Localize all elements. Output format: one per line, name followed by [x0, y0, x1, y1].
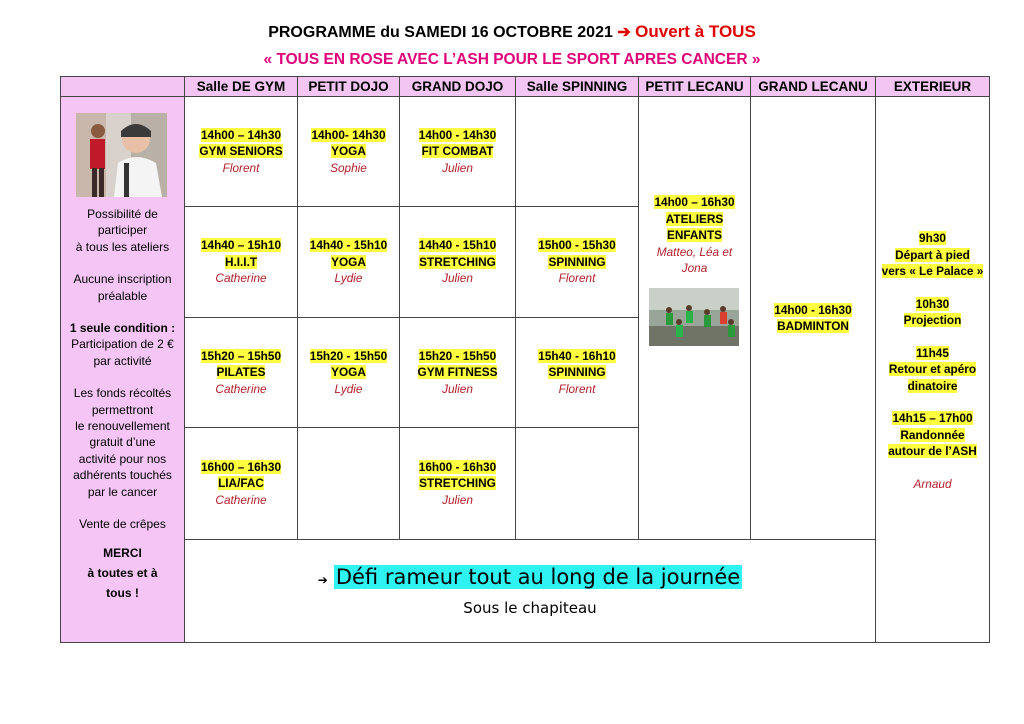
- sidebar-p1-line2: participer: [97, 223, 148, 238]
- slot-gym-3: [184, 317, 298, 428]
- slot-coach: Lydie: [334, 271, 363, 286]
- ext-time-3: 11h45: [916, 345, 949, 360]
- sidebar-merci-1: MERCI: [103, 545, 142, 560]
- slot-activity: BADMINTON: [777, 319, 849, 333]
- sidebar-text: [61, 206, 184, 603]
- slot-petit-dojo-empty: [297, 427, 400, 540]
- ext-activity-1: Départ à pied: [895, 247, 970, 262]
- slot-grand-lecanu: [750, 96, 876, 540]
- slot-time: 14h40 - 15h10: [418, 238, 497, 253]
- header-corner: [60, 76, 185, 97]
- sidebar-p3-line2: par activité: [93, 353, 152, 368]
- slot-activity: ATELIERS: [665, 211, 724, 226]
- slot-time: 16h00 - 16h30: [418, 459, 497, 474]
- slot-coach: Julien: [442, 381, 473, 396]
- ext-coach: Arnaud: [913, 476, 952, 491]
- sidebar-merci-3: tous !: [106, 585, 139, 600]
- slot-coach-2: Jona: [681, 261, 708, 275]
- slot-spinning-2: [515, 317, 639, 428]
- slot-grand-dojo-2: [399, 206, 516, 318]
- sidebar-p4-line2: permettront: [91, 402, 154, 417]
- page-subtitle: « TOUS EN ROSE AVEC L’ASH POUR LE SPORT APRES CANCER »: [263, 51, 761, 68]
- slot-spinning-empty-2: [515, 427, 639, 540]
- slot-coach: Catherine: [215, 381, 267, 396]
- slot-coach: Catherine: [215, 271, 267, 286]
- sidebar-crepes: Vente de crêpes: [79, 517, 166, 532]
- sidebar-p4-line5: activité pour nos: [78, 451, 167, 466]
- arrow-right-icon: ➔: [317, 572, 328, 587]
- slot-coach: Matteo, Léa et: [656, 244, 733, 259]
- slot-activity: GYM FITNESS: [417, 365, 498, 380]
- slot-time: 15h20 – 15h50: [200, 348, 281, 363]
- slot-gym-4: [184, 427, 298, 540]
- rowing-challenge-box: [184, 539, 876, 643]
- slot-time: 15h40 - 16h10: [538, 348, 616, 363]
- slot-time: 14h00 - 16h30: [774, 302, 852, 317]
- slot-coach: Julien: [442, 271, 473, 286]
- kids-sports-photo: [649, 288, 739, 346]
- slot-activity: YOGA: [331, 254, 366, 269]
- sidebar-p4-line6: adhérents touchés: [73, 468, 172, 483]
- slot-activity-2: ENFANTS: [666, 228, 723, 242]
- sidebar-p4-line7: par le cancer: [87, 484, 158, 499]
- ext-activity-2: Projection: [903, 313, 962, 327]
- slot-petit-dojo-3: [297, 317, 400, 428]
- slot-time: 14h00- 14h30: [311, 127, 386, 142]
- column-header-petit-lecanu: PETIT LECANU: [638, 76, 751, 97]
- column-header-gym: Salle DE GYM: [184, 76, 298, 97]
- column-header-spinning: Salle SPINNING: [515, 76, 639, 97]
- challenge-title: Défi rameur tout au long de la journée: [335, 565, 741, 589]
- sidebar-p2-line1: Aucune inscription: [73, 272, 172, 287]
- ext-activity-3: Retour et apéro: [888, 362, 977, 376]
- slot-grand-dojo-1: [399, 96, 516, 207]
- slot-time: 14h40 - 15h10: [309, 238, 388, 253]
- slot-spinning-empty-1: [515, 96, 639, 207]
- slot-coach: Catherine: [215, 492, 267, 507]
- sidebar-p4-line1: Les fonds récoltés: [73, 386, 172, 401]
- column-header-grand-dojo: GRAND DOJO: [399, 76, 516, 97]
- slot-activity: YOGA: [331, 144, 366, 159]
- sidebar-p4-line3: le renouvellement: [75, 419, 170, 434]
- slot-coach: Julien: [442, 492, 473, 507]
- slot-grand-dojo-3: [399, 317, 516, 428]
- slot-activity: STRETCHING: [419, 254, 496, 269]
- sidebar-condition: 1 seule condition :: [69, 321, 176, 336]
- slot-coach: Sophie: [330, 160, 367, 175]
- slot-spinning-1: [515, 206, 639, 318]
- slot-coach: Florent: [558, 271, 596, 286]
- slot-time: 14h00 - 14h30: [418, 127, 497, 142]
- ext-activity-4: Randonnée: [900, 427, 965, 442]
- arrow-right-icon: ➔: [617, 24, 631, 41]
- challenge-location: Sous le chapiteau: [463, 599, 597, 617]
- page-title: [0, 22, 1024, 42]
- sidebar-merci-2: à toutes et à: [87, 565, 158, 580]
- ext-time-2: 10h30: [915, 296, 950, 311]
- column-header-exterieur: EXTERIEUR: [875, 76, 990, 97]
- slot-activity: SPINNING: [548, 365, 606, 380]
- slot-activity: H.I.I.T: [224, 254, 258, 269]
- sidebar-p4-line4: gratuit d’une: [89, 435, 156, 450]
- slot-exterieur: [875, 96, 990, 643]
- slot-time: 14h00 – 16h30: [654, 195, 735, 209]
- title-main: PROGRAMME du SAMEDI 16 OCTOBRE 2021: [268, 24, 613, 41]
- ext-time-4: 14h15 – 17h00: [892, 411, 973, 425]
- slot-coach: Julien: [442, 160, 473, 175]
- slot-activity: STRETCHING: [419, 476, 496, 491]
- slot-activity: YOGA: [331, 365, 366, 380]
- gym-women-photo: [76, 113, 167, 197]
- slot-activity: GYM SENIORS: [199, 144, 283, 159]
- sidebar-p2-line2: préalable: [97, 288, 148, 303]
- slot-gym-2: [184, 206, 298, 318]
- slot-time: 15h20 - 15h50: [418, 348, 497, 363]
- sidebar-p1-line3: à tous les ateliers: [75, 239, 170, 254]
- ext-time-1: 9h30: [919, 231, 946, 245]
- slot-coach: Florent: [558, 381, 596, 396]
- column-header-petit-dojo: PETIT DOJO: [297, 76, 400, 97]
- sidebar-info: [60, 96, 185, 643]
- sidebar-p3-line1: Participation de 2 €: [71, 337, 174, 352]
- ext-activity-3b: dinatoire: [907, 378, 958, 393]
- slot-time: 15h00 - 15h30: [538, 238, 616, 253]
- column-header-grand-lecanu: GRAND LECANU: [750, 76, 876, 97]
- slot-coach: Lydie: [334, 381, 363, 396]
- slot-time: 16h00 – 16h30: [200, 459, 281, 474]
- ext-activity-4b: autour de l’ASH: [888, 444, 977, 458]
- slot-gym-1: [184, 96, 298, 207]
- slot-time: 15h20 - 15h50: [309, 348, 388, 363]
- slot-time: 14h40 – 15h10: [200, 238, 281, 253]
- slot-activity: FIT COMBAT: [421, 144, 494, 159]
- slot-activity: LIA/FAC: [218, 476, 264, 491]
- slot-activity: SPINNING: [548, 254, 606, 269]
- slot-coach: Florent: [222, 160, 260, 175]
- slot-petit-lecanu: [638, 96, 751, 540]
- slot-petit-dojo-2: [297, 206, 400, 318]
- sidebar-p1-line1: Possibilité de: [87, 207, 158, 221]
- slot-petit-dojo-1: [297, 96, 400, 207]
- slot-time: 14h00 – 14h30: [200, 127, 281, 142]
- title-open: Ouvert à TOUS: [635, 22, 756, 41]
- slot-grand-dojo-4: [399, 427, 516, 540]
- ext-activity-1b: vers « Le Palace »: [881, 264, 984, 278]
- slot-activity: PILATES: [216, 365, 266, 380]
